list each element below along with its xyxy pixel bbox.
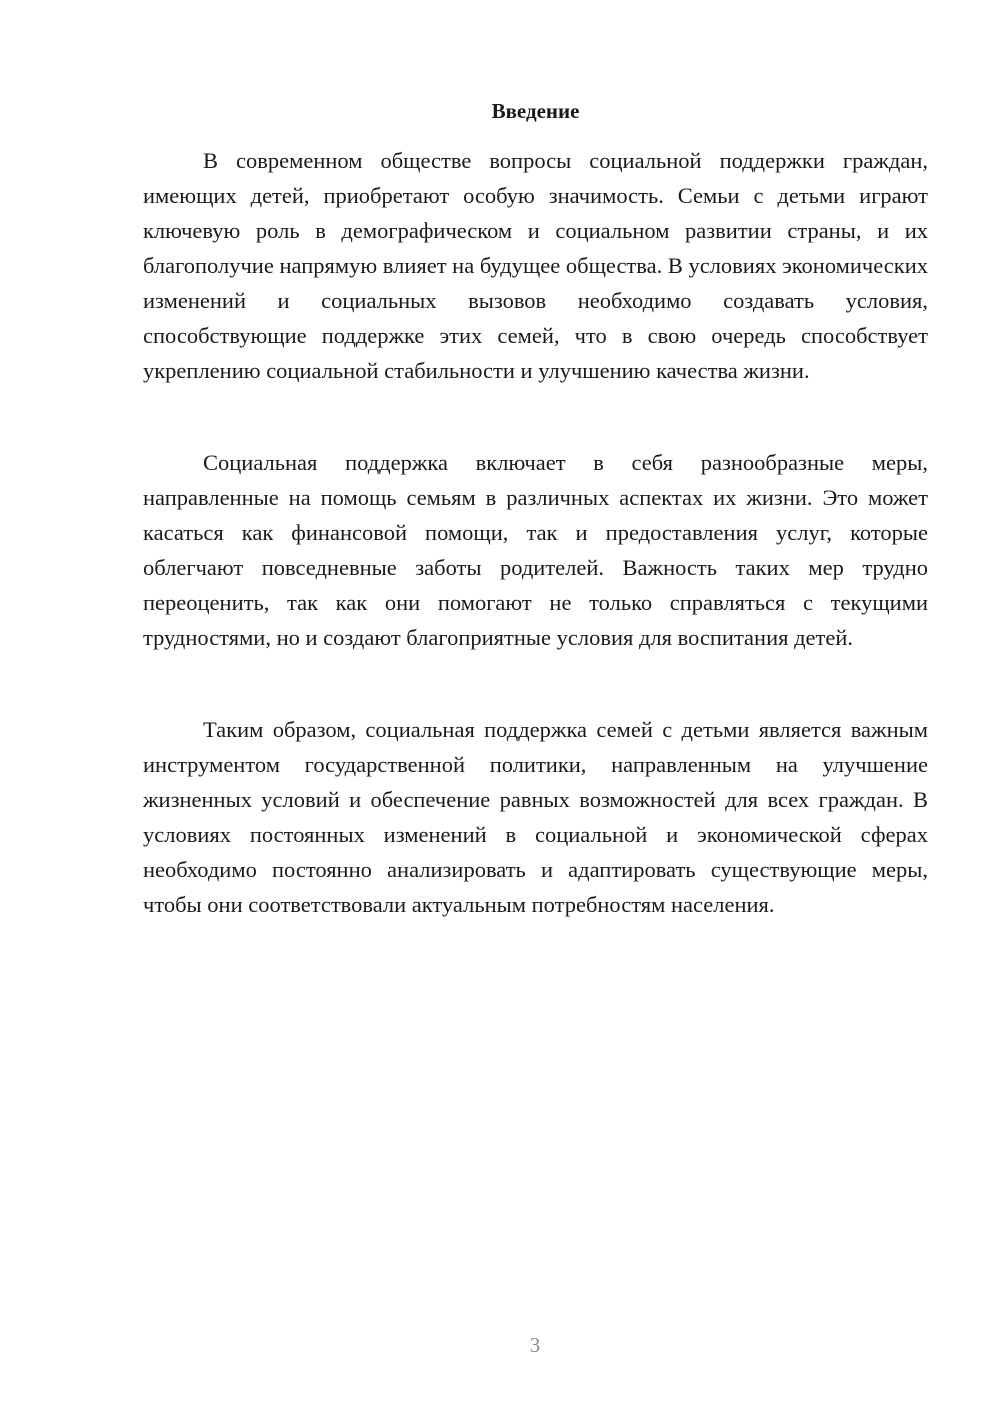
paragraph-1: В современном обществе вопросы социальной поддержки граждан, имеющих детей, приобретают особую значимость. Семьи с детьми играют ключевую роль в демографическом и социальном развитии страны, и их благополучие напрямую влияет на будущее общества. В условиях экономических изменений и социальных вызовов необходимо создавать условия, способствующие поддержке этих семей, что в свою очередь способствует укреплению социальной стабильности и улучшению качества жизни. <box>143 148 928 383</box>
section-heading: Введение <box>491 99 580 123</box>
page-number: 3 <box>529 1333 541 1357</box>
paragraph-3: Таким образом, социальная поддержка семей с детьми является важным инструментом государственной политики, направленным на улучшение жизненных условий и обеспечение равных возможностей для всех граждан. В условиях постоянных изменений в социальной и экономической сферах необходимо постоянно анализировать и адаптировать существующие меры, чтобы они соответствовали актуальным потребностям населения. <box>143 717 928 917</box>
paragraph-2: Социальная поддержка включает в себя разнообразные меры, направленные на помощь семьям в различных аспектах их жизни. Это может касаться как финансовой помощи, так и предоставления услуг, которые облегчают повседневные заботы родителей. Важность таких мер трудно переоценить, так как они помогают не только справляться с текущими трудностями, но и создают благоприятные условия для воспитания детей. <box>143 450 928 650</box>
